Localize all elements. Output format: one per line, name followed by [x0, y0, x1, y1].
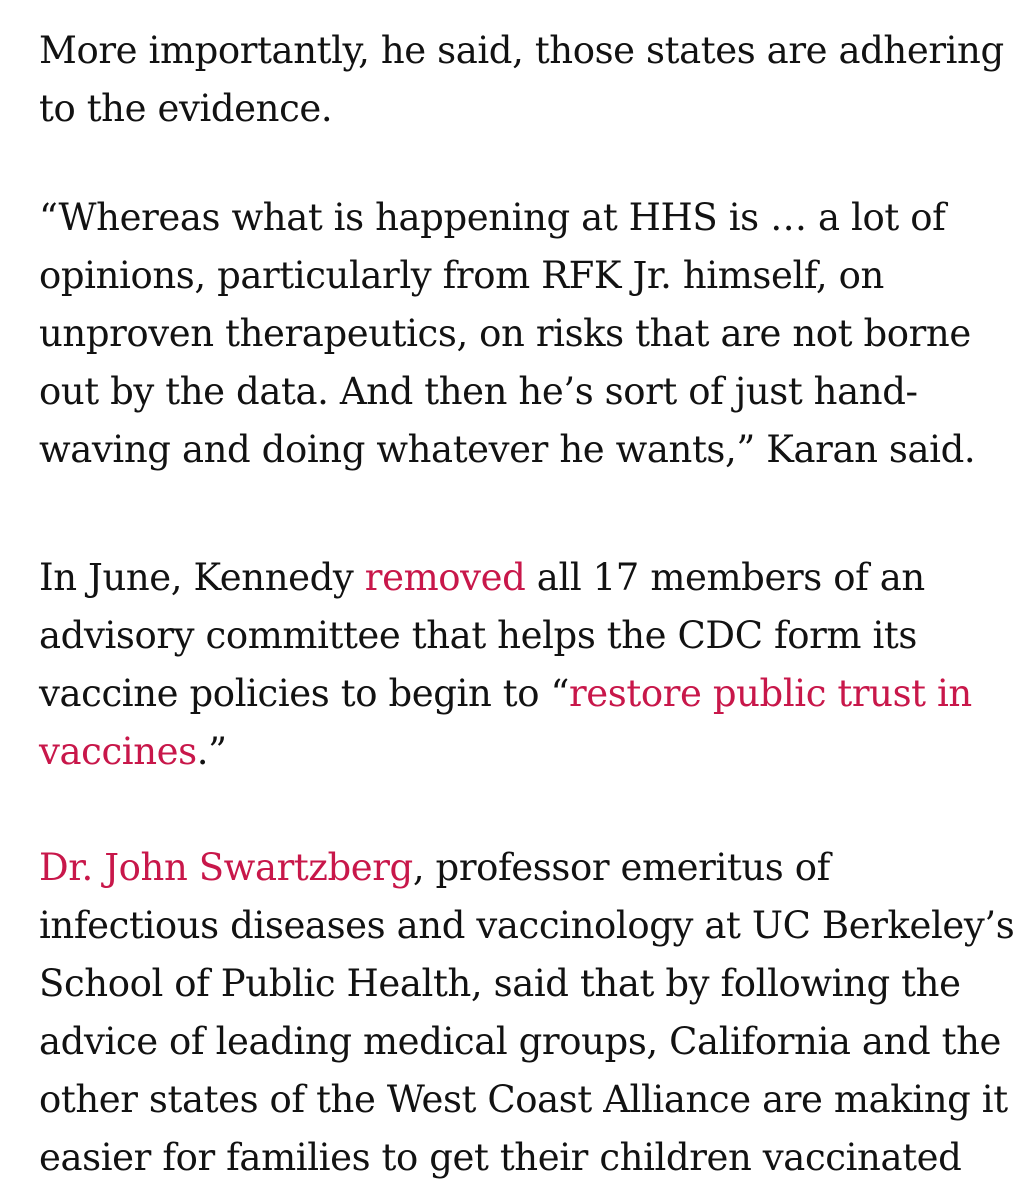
restore-public-trust-link-continued[interactable]: vaccines	[39, 730, 197, 773]
paragraph-2-quote	[39, 189, 979, 479]
paragraph-3	[39, 549, 979, 781]
text-segment: .”	[196, 730, 227, 773]
paragraph-line	[39, 549, 979, 607]
paragraph-line	[39, 723, 979, 781]
paragraph-line: infectious diseases and vaccinology at UC Berkeley’s	[39, 904, 1014, 947]
text-segment: all 17 members of an	[525, 556, 925, 599]
removed-link[interactable]: removed	[364, 556, 526, 599]
paragraph-4	[39, 839, 1014, 1187]
paragraph-line	[39, 839, 979, 897]
paragraph-line: advisory committee that helps the CDC form its	[39, 614, 917, 657]
paragraph-1	[39, 22, 1004, 138]
text-segment: vaccine policies to begin to “	[39, 672, 569, 715]
text-segment: In June, Kennedy	[39, 556, 365, 599]
paragraph-line: opinions, particularly from RFK Jr. himself, on	[39, 254, 884, 297]
paragraph-line	[39, 665, 979, 723]
paragraph-line: School of Public Health, said that by following the	[39, 962, 961, 1005]
restore-public-trust-link[interactable]: restore public trust in	[568, 672, 972, 715]
paragraph-line: unproven therapeutics, on risks that are not borne	[39, 312, 971, 355]
paragraph-line: More importantly, he said, those states are adhering	[39, 29, 1004, 72]
paragraph-line: waving and doing whatever he wants,” Karan said.	[39, 428, 976, 471]
paragraph-line: to the evidence.	[39, 87, 333, 130]
paragraph-line: other states of the West Coast Alliance are making it	[39, 1078, 1008, 1121]
paragraph-line: “Whereas what is happening at HHS is … a lot of	[39, 196, 946, 239]
paragraph-line: easier for families to get their children vaccinated	[39, 1136, 962, 1179]
paragraph-line: advice of leading medical groups, California and the	[39, 1020, 1002, 1063]
paragraph-line: out by the data. And then he’s sort of just hand-	[39, 370, 918, 413]
text-segment: , professor emeritus of	[412, 846, 830, 889]
john-swartzberg-link[interactable]: Dr. John Swartzberg	[39, 846, 413, 889]
